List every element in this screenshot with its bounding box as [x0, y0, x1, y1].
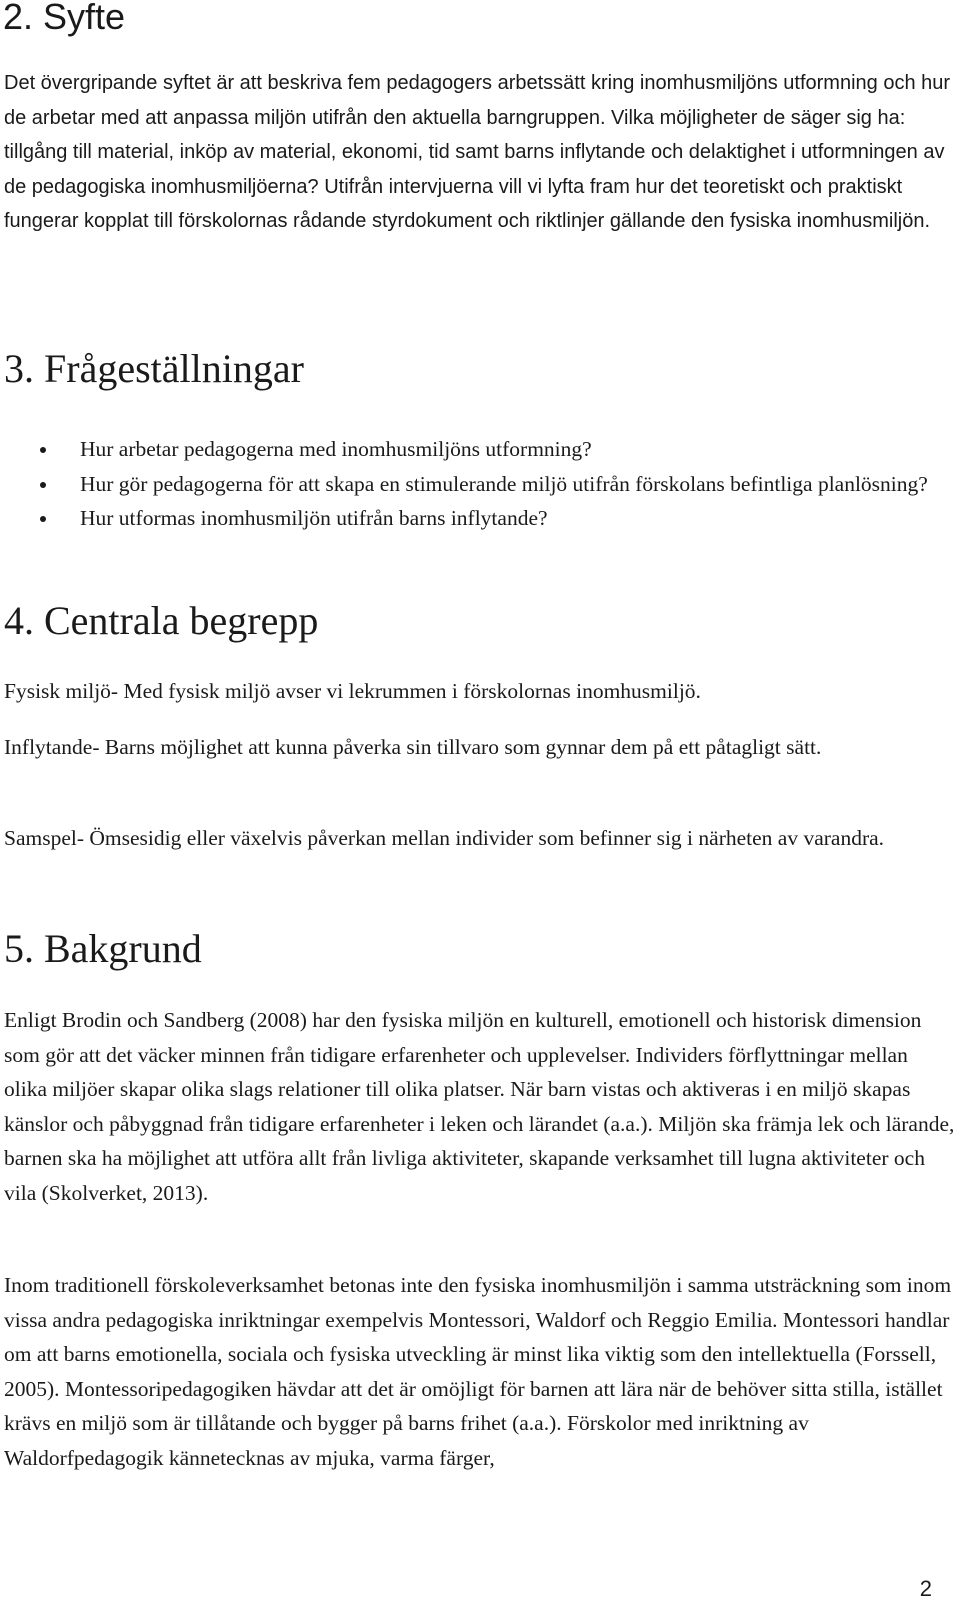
- question-text: Hur arbetar pedagogerna med inomhusmiljöns utformning?: [80, 437, 592, 461]
- list-item: [0, 501, 940, 536]
- bullet-icon: [40, 516, 46, 522]
- heading-fragestallningar: 3. Frågeställningar: [4, 346, 304, 391]
- bullet-icon: [40, 447, 46, 453]
- syfte-paragraph: Det övergripande syftet är att beskriva fem pedagogers arbetssätt kring inomhusmiljöns utformning och hur de arbetar med att anpassa miljön utifrån den aktuella barngruppen. Vilka möjligheter de säger sig ha: tillgång till material, inköp av material, ekonomi, tid samt barns inflytande och delaktighet i utformningen av de pedagogiska inomhusmiljöerna? Utifrån intervjuerna vill vi lyfta fram hur det teoretiskt och praktiskt fungerar kopplat till förskolornas rådande styrdokument och riktlinjer gällande den fysiska inomhusmiljön.: [4, 72, 951, 233]
- definition-fysisk-miljo: Fysisk miljö- Med fysisk miljö avser vi lekrummen i förskolornas inomhusmiljö.: [4, 679, 701, 703]
- bakgrund-paragraph-1: Enligt Brodin och Sandberg (2008) har den fysiska miljön en kulturell, emotionell och historisk dimension som gör att det väcker minnen från tidigare erfarenheter och upplevelser. Individers förflyttningar mellan olika miljöer skapar olika slags relationer till olika platser. När barn vistas och aktiveras i en miljö skapas känslor och påbyggnad från tidigare erfarenheter i leken och lärandet (a.a.). Miljön ska främja lek och lärande, barnen ska ha möjlighet att utföra allt från livliga aktiviteter, skapande verksamhet till lugna aktiviteter och vila (Skolverket, 2013).: [4, 1008, 955, 1205]
- bullet-icon: [40, 482, 46, 488]
- question-text: Hur utformas inomhusmiljön utifrån barns inflytande?: [80, 506, 548, 531]
- question-list: [0, 432, 940, 536]
- definition-inflytande: Inflytande- Barns möjlighet att kunna påverka sin tillvaro som gynnar dem på ett påtagligt sätt.: [4, 735, 822, 759]
- question-text: Hur gör pedagogerna för att skapa en stimulerande miljö utifrån förskolans befintliga planlösning?: [80, 471, 928, 496]
- list-item: [0, 432, 940, 467]
- heading-bakgrund: 5. Bakgrund: [4, 926, 202, 971]
- bakgrund-paragraph-2: Inom traditionell förskoleverksamhet betonas inte den fysiska inomhusmiljön i samma utsträckning som inom vissa andra pedagogiska inriktningar exempelvis Montessori, Waldorf och Reggio Emilia. Montessori handlar om att barns emotionella, sociala och fysiska utveckling är minst lika viktig som den intellektuella (Forssell, 2005). Montessoripedagogiken hävdar att det är omöjligt för barnen att lära när de behöver sitta stilla, istället krävs en miljö som är tillåtande och bygger på barns frihet (a.a.). Förskolor med inriktning av Waldorfpedagogik kännetecknas av mjuka, varma färger,: [4, 1273, 952, 1470]
- list-item: [0, 467, 940, 502]
- definition-samspel: Samspel- Ömsesidig eller växelvis påverkan mellan individer som befinner sig i närheten av varandra.: [4, 826, 885, 850]
- heading-centrala-begrepp: 4. Centrala begrepp: [4, 598, 319, 643]
- heading-syfte: 2. Syfte: [3, 0, 126, 37]
- page-number: 2: [919, 1576, 932, 1601]
